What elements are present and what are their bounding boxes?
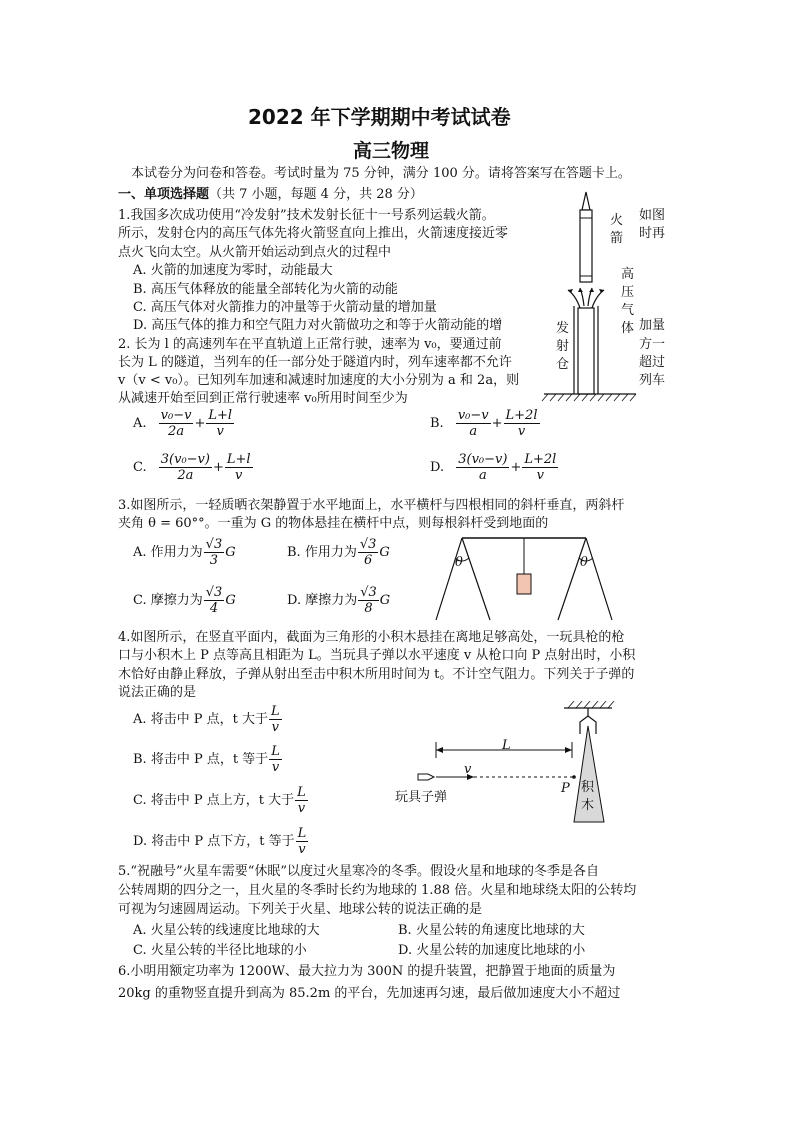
q4-option-a: A. 将击中 P 点，t 大于 $\frac{L}{v}$	[133, 704, 280, 735]
section-title: 一、单项选择题	[118, 187, 210, 202]
gas-arrows	[568, 288, 604, 308]
section-heading	[118, 183, 423, 202]
gas-label: 高压气体	[621, 267, 635, 336]
q2-option-b: B. $\frac{\text{v₀−v}}{a}$ + $\frac{L+2l}{v}$	[430, 408, 538, 439]
q5-line1: 5.“祝融号”火星车需要“休眠”以度过火星寒冷的冬季。假设火星和地球的冬季是各自	[118, 864, 599, 879]
point-p	[572, 775, 576, 779]
q5-option-c: C. 火星公转的半径比地球的小	[133, 943, 307, 958]
q2-line2-tail: 超过	[639, 355, 666, 370]
q4-line3: 木恰好由静止释放，子弹从射出至击中积木所用时间为 t。不计空气阻力。下列关于子弹的	[118, 667, 635, 682]
q2-line3-tail: 列车	[639, 373, 666, 388]
q2-line1-tail: 方一	[639, 337, 666, 352]
page-subtitle: 高三物理	[353, 140, 430, 162]
q3-option-c: C. 摩擦力为 $\frac{√3}{4}$ G	[133, 585, 236, 616]
q2-option-d: D. $\frac{\text{3(v₀−v)}}{a}$ + $\frac{L+2l}{v}$	[430, 452, 557, 483]
q3-option-d: D. 摩擦力为 $\frac{√3}{8}$ G	[287, 585, 391, 616]
q1-line3: 点火飞向太空。从火箭开始运动到点火的过程中	[118, 245, 392, 260]
q2-line1: 2. 长为 l 的高速列车在平直轨道上正常行驶，速率为 v₀，要通过前	[118, 337, 502, 352]
rocket-nose	[582, 192, 590, 210]
q4-option-b: B. 将击中 P 点，t 等于 $\frac{L}{v}$	[133, 744, 280, 775]
q3-option-a: A. 作用力为 $\frac{√3}{3}$ G	[133, 537, 236, 568]
rocket-body	[580, 210, 592, 282]
q2-line3: v（v < v₀）。已知列车加速和减速时加速度的大小分别为 a 和 2a，则	[118, 373, 520, 388]
q3-option-b: B. 作用力为 $\frac{√3}{6}$ G	[287, 537, 390, 568]
q1-line1-tail: 如图	[639, 208, 666, 223]
velocity-v-label: v	[464, 762, 472, 777]
block-label: 积木	[581, 780, 595, 813]
q1-option-b: B. 高压气体释放的能量全部转化为火箭的动能	[133, 282, 398, 297]
q1-option-d-tail: 加量	[639, 318, 666, 333]
q2-line4: 从减速开始至回到正常行驶速率 v₀所用时间至少为	[118, 391, 408, 406]
q4-option-c: C. 将击中 P 点上方，t 大于 $\frac{L}{v}$	[133, 785, 306, 816]
q4-line2: 口与小积木上 P 点等高且相距为 L。当玩具子弹以水平速度 v 从枪口向 P 点射出时，小积	[118, 648, 636, 663]
q5-line2: 公转周期的四分之一，且火星的冬季时长约为地球的 1.88 倍。火星和地球绕太阳的公转均	[118, 883, 637, 898]
q1-line2-tail: 时再	[639, 226, 666, 241]
silo-label: 发射仓	[556, 321, 570, 372]
q4-option-d: D. 将击中 P 点下方，t 等于 $\frac{L}{v}$	[133, 826, 307, 857]
hanging-weight	[517, 574, 531, 594]
q2-option-c: C. $\frac{\text{3(v₀−v)}}{2a}$ + $\frac{L+l}{v}$	[133, 452, 251, 483]
clothes-rack-figure	[428, 534, 618, 626]
q6-line1: 6.小明用额定功率为 1200W、最大拉力为 300N 的提升装置，把静置于地面的质量为	[118, 964, 616, 979]
bullet-label: 玩具子弹	[395, 790, 448, 805]
q2-option-a: A. $\frac{\text{v₀−v}}{2a}$ + $\frac{L+l}{v}$	[133, 408, 233, 439]
q1-option-a: A. 火箭的加速度为零时，动能最大	[133, 263, 333, 278]
point-p-label: P	[561, 781, 570, 796]
launch-silo	[578, 308, 594, 394]
q4-line4: 说法正确的是	[118, 685, 197, 700]
q6-line2: 20kg 的重物竖直提升到高为 85.2m 的平台，先加速再匀速，最后做加速度大小不超过	[118, 986, 621, 1001]
q5-option-b: B. 火星公转的角速度比地球的大	[398, 923, 585, 938]
toy-bullet	[418, 774, 434, 780]
q5-line3: 可视为匀速圆周运动。下列关于火星、地球公转的说法正确的是	[118, 902, 483, 917]
q5-option-a: A. 火星公转的线速度比地球的大	[133, 923, 320, 938]
distance-l-label: L	[502, 738, 511, 753]
q1-option-c: C. 高压气体对火箭推力的冲量等于火箭动量的增加量	[133, 300, 437, 315]
theta-label-right: θ	[580, 555, 588, 570]
q1-line2: 所示，发射仓内的高压气体先将火箭竖直向上推出，火箭速度接近零	[118, 226, 509, 241]
q1-option-d: D. 高压气体的推力和空气阻力对火箭做功之和等于火箭动能的增	[133, 318, 503, 333]
theta-label-left: θ	[455, 555, 463, 570]
q2-line2: 长为 L 的隧道，当列车的任一部分处于隧道内时，列车速率都不允许	[118, 355, 512, 370]
intro-text: 本试卷分为问卷和答卷。考试时量为 75 分钟，满分 100 分。请将答案写在答题卡上。	[131, 166, 631, 181]
page-title: 2022 年下学期期中考试试卷	[248, 105, 511, 129]
section-note: （共 7 小题，每题 4 分，共 28 分）	[209, 187, 423, 202]
q5-option-d: D. 火星公转的加速度比地球的小	[398, 943, 586, 958]
q3-line1: 3.如图所示，一轻质晒衣架静置于水平地面上，水平横杆与四根相同的斜杆垂直，两斜杆	[118, 498, 625, 513]
rocket-label: 火箭	[610, 213, 624, 246]
q1-line1: 1.我国多次成功使用“冷发射”技术发射长征十一号系列运载火箭。	[118, 208, 495, 223]
bullet-block-figure	[412, 698, 642, 830]
q3-line2: 夹角 θ = 60°°。一重为 G 的物体悬挂在横杆中点，则每根斜杆受到地面的	[118, 516, 549, 531]
q4-line1: 4.如图所示，在竖直平面内，截面为三角形的小积木悬挂在离地足够高处，一玩具枪的枪	[118, 630, 625, 645]
